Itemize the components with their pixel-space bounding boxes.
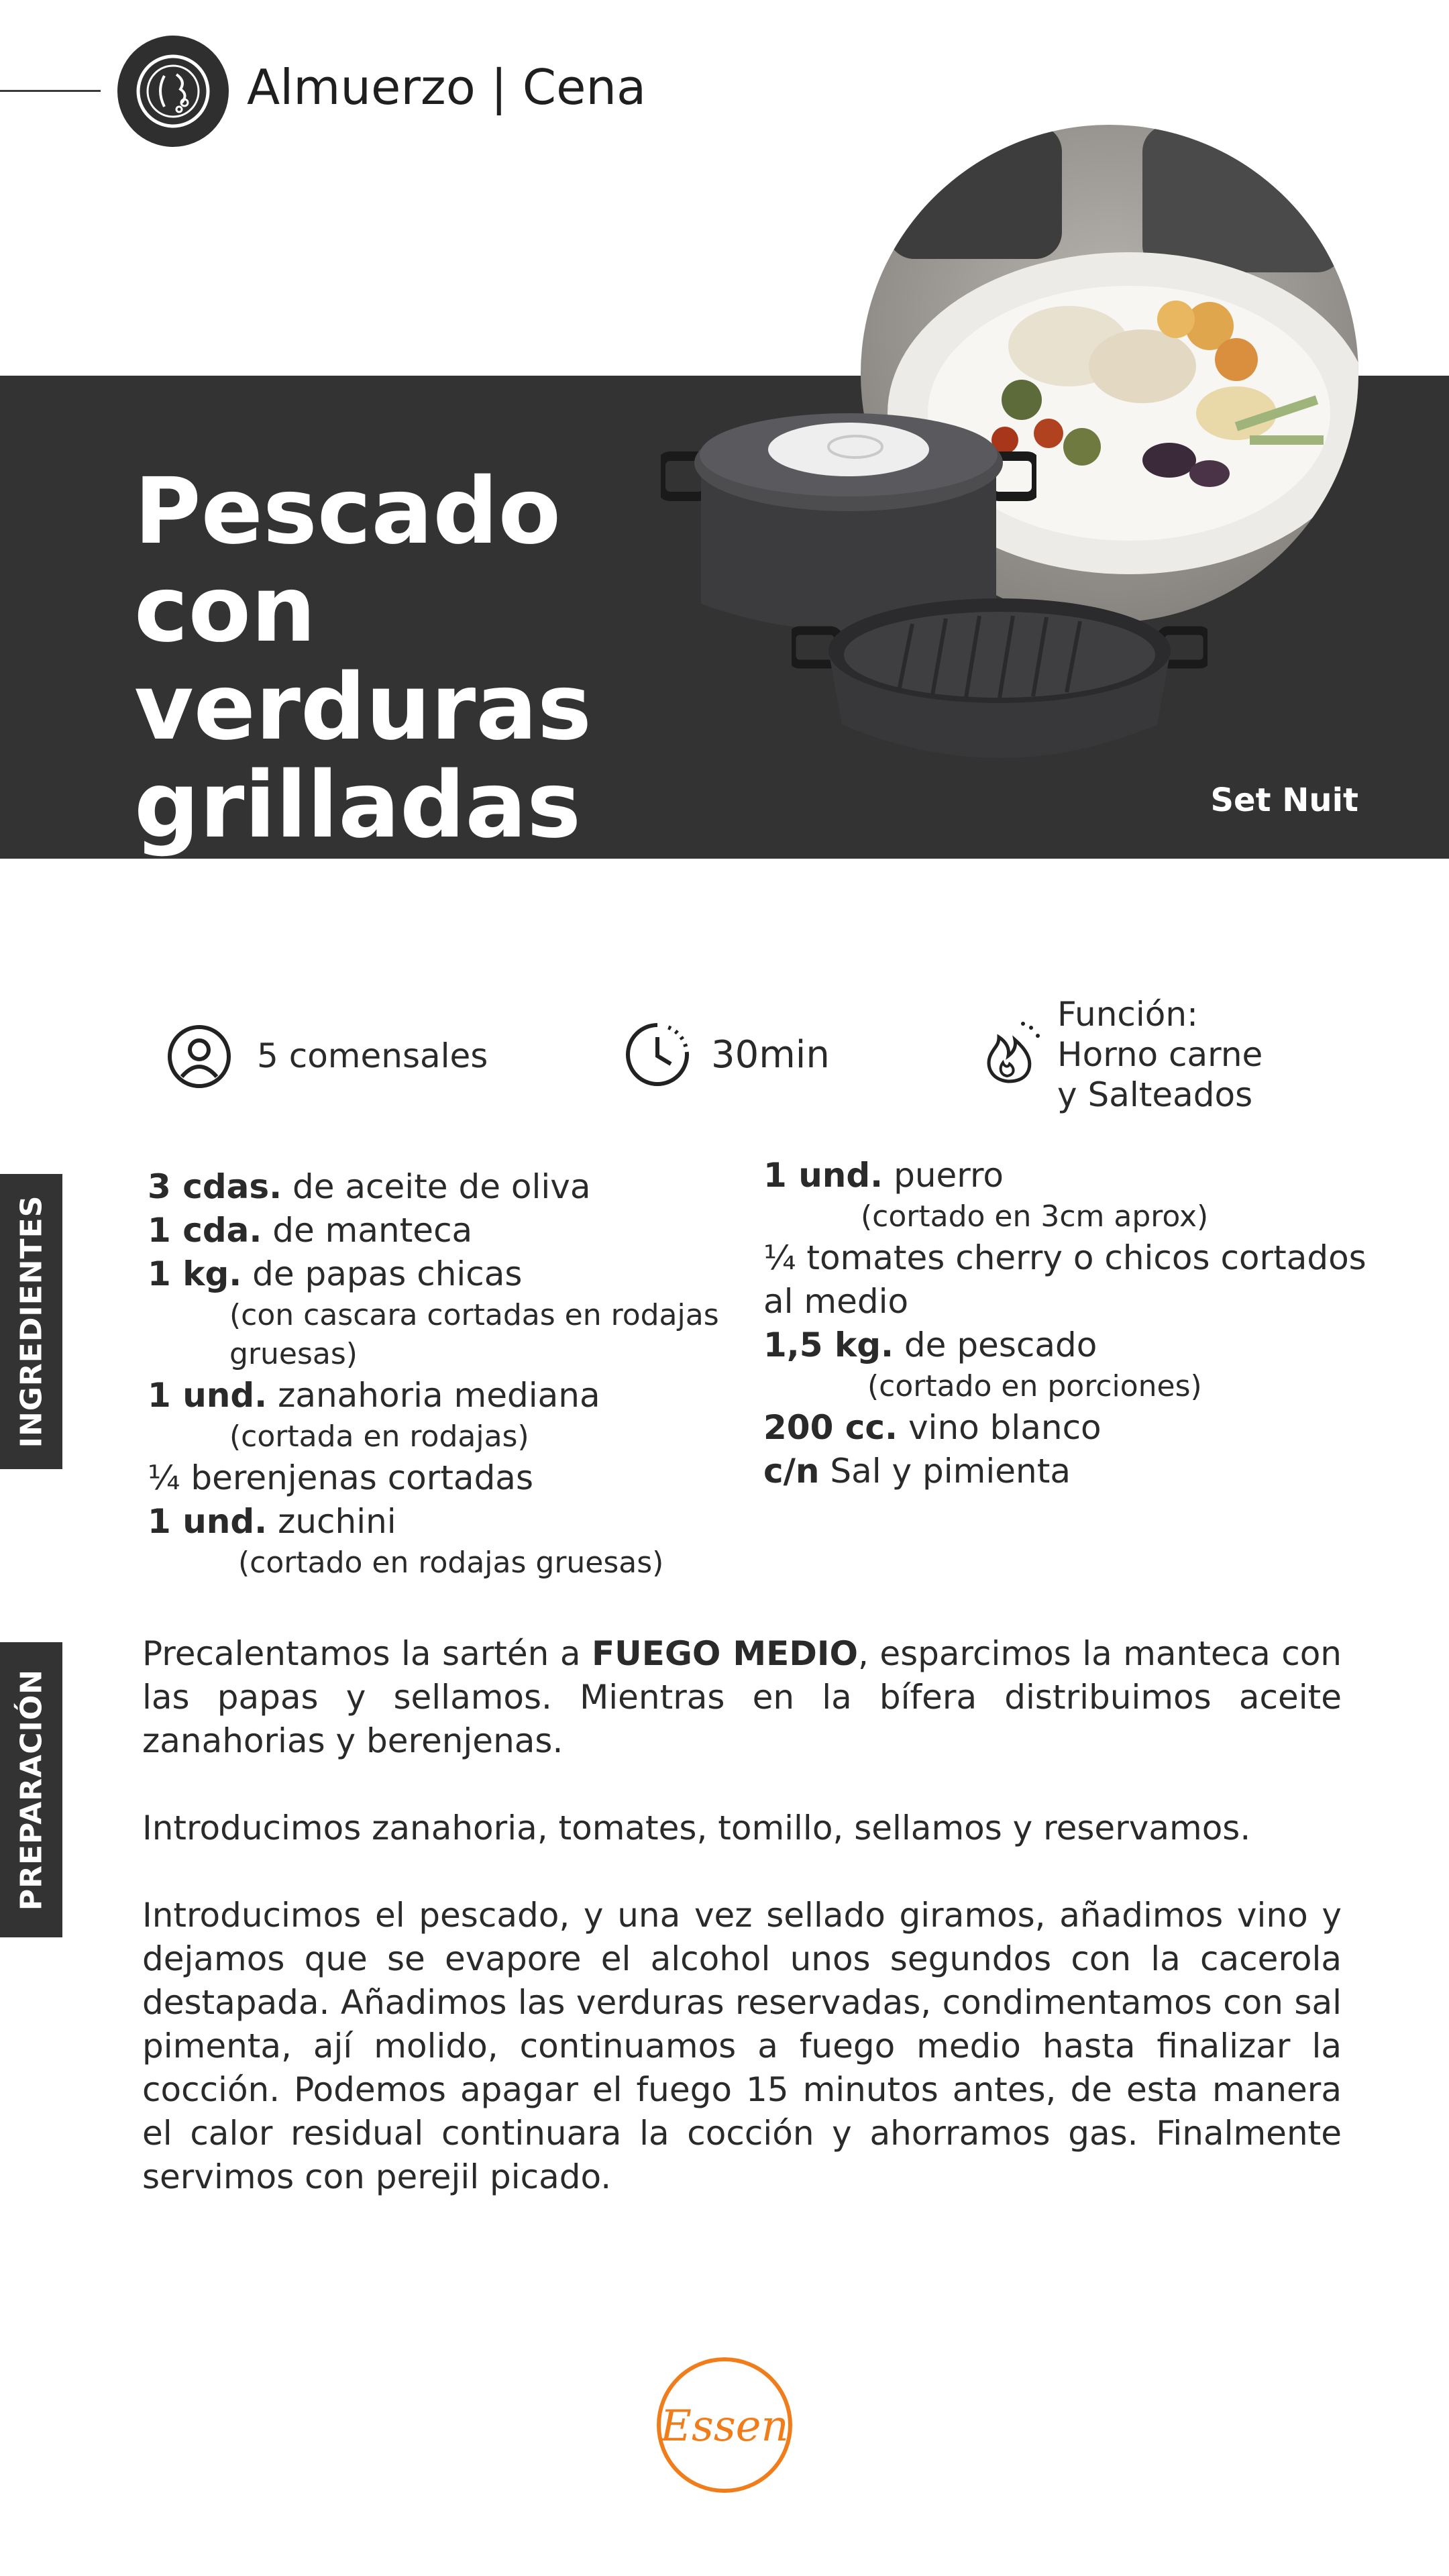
svg-text:Essen: Essen	[660, 2402, 789, 2451]
flame-icon	[976, 1018, 1043, 1085]
essen-logo	[654, 2355, 795, 2496]
ingredient-note: (con cascara cortadas en rodajas	[229, 1298, 719, 1332]
ingredient-item: ¼ berenjenas cortadas	[148, 1458, 533, 1497]
ingredient-item: 1 und. zuchini	[148, 1502, 396, 1541]
preparation-step: Introducimos zanahoria, tomates, tomillo, sellamos y reservamos.	[142, 1809, 1251, 1847]
ingredient-item: 1 kg. de papas chicas	[148, 1254, 523, 1293]
function-text	[1057, 994, 1263, 1115]
preparation-text	[142, 1632, 1342, 2243]
preparation-label-text: PREPARACIÓN	[14, 1668, 48, 1911]
preparation-step: Precalentamos la sartén a FUEGO MEDIO, esparcimos la manteca con las papas y sellamos. Mientras en la bífera distribuimos aceite zanahorias y berenjenas.	[142, 1634, 1342, 1760]
ingredient-note: gruesas)	[229, 1337, 358, 1371]
ingredient-item: c/n Sal y pimienta	[763, 1452, 1071, 1491]
category-title: Almuerzo | Cena	[247, 59, 647, 115]
product-set-name: Set Nuit	[1210, 782, 1358, 819]
header-rule	[0, 90, 101, 92]
preparation-step: Introducimos el pescado, y una vez sellado giramos, añadimos vino y dejamos que se evapore el alcohol unos segundos con la cacerola destapada. Añadimos las verduras reservadas, condimentamos con sal pimenta, ají molido, continuamos a fuego medio hasta finalizar la cocción. Podemos apagar el fuego 15 minutos antes, de esta manera el calor residual continuara la cocción y ahorramos gas. Finalmente servimos con perejil picado.	[142, 1896, 1342, 2196]
ingredients-label	[0, 1174, 62, 1469]
ingredients-right-column	[763, 1154, 1366, 1493]
ingredient-item: al medio	[763, 1282, 909, 1321]
person-icon	[166, 1023, 233, 1090]
ingredients-left-column	[148, 1165, 719, 1582]
servings-text: 5 comensales	[257, 1036, 488, 1075]
ingredient-item: 200 cc. vino blanco	[763, 1408, 1102, 1447]
recipe-title-line: Pescado	[134, 459, 561, 565]
ingredient-note: (cortada en rodajas)	[229, 1419, 529, 1454]
recipe-title	[134, 459, 738, 859]
ingredient-item: 1,5 kg. de pescado	[763, 1326, 1097, 1364]
ingredient-item: 3 cdas. de aceite de oliva	[148, 1167, 591, 1206]
ingredient-item: ¼ tomates cherry o chicos cortados	[763, 1238, 1366, 1277]
recipe-title-line: grilladas	[134, 753, 582, 859]
clock-icon	[624, 1021, 691, 1088]
function-line: Horno carne	[1057, 1035, 1263, 1074]
ingredients-label-text: INGREDIENTES	[14, 1195, 48, 1448]
function-line: y Salteados	[1057, 1075, 1253, 1114]
ingredient-note: (cortado en porciones)	[867, 1369, 1202, 1403]
grill-pan-illustration	[792, 590, 1208, 778]
ingredient-note: (cortado en 3cm aprox)	[861, 1199, 1209, 1234]
ingredient-item: 1 und. zanahoria mediana	[148, 1376, 600, 1415]
function-line: Función:	[1057, 995, 1198, 1034]
preparation-label	[0, 1642, 62, 1937]
ingredient-item: 1 cda. de manteca	[148, 1211, 473, 1250]
recipe-title-line: con verduras	[134, 557, 592, 761]
ingredient-note: (cortado en rodajas gruesas)	[238, 1546, 664, 1580]
plate-food-icon	[117, 36, 229, 147]
time-text: 30min	[711, 1033, 830, 1077]
ingredient-item: 1 und. puerro	[763, 1156, 1004, 1195]
